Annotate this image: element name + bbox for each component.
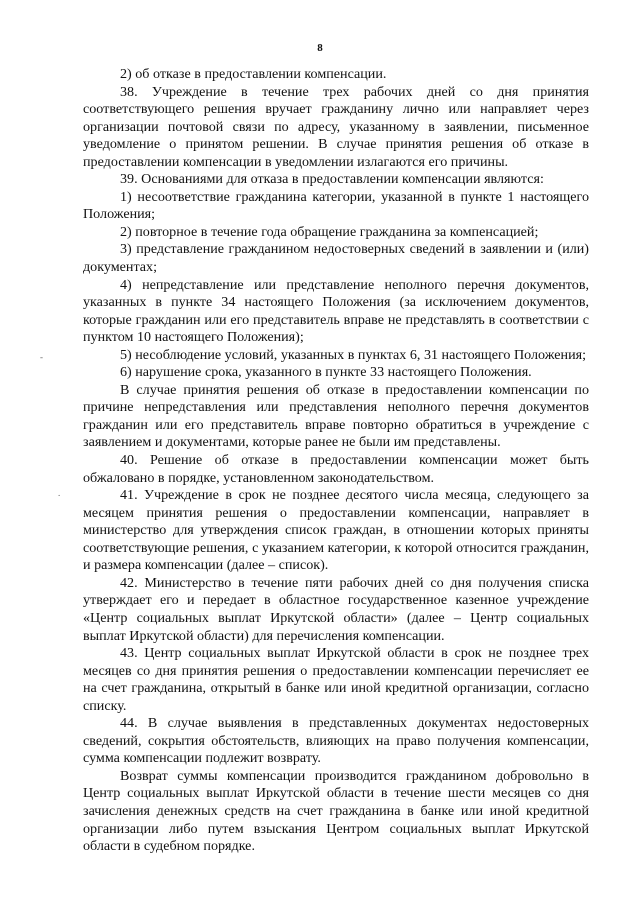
paragraph-43: 43. Центр социальных выплат Иркутской области в срок не позднее трех месяцев со дня принятия решения о предоставлении компенсации перечисляет ее на счет гражданина, открытый в банке или иной кредитной организации, согласно списку. <box>83 645 589 714</box>
paragraph-39: 39. Основаниями для отказа в предоставлении компенсации являются: <box>120 171 544 188</box>
scan-speck: . <box>58 488 61 498</box>
paragraph-38: 38. Учреждение в течение трех рабочих дней со дня принятия соответствующего решения вручает гражданину лично или направляет через организации почтовой связи по адресу, указанному в заявлении, письменное уведомление о принятом решении. В случае принятия решения об отказе в предоставлении компенсации в уведомлении излагаются его причины. <box>83 83 589 170</box>
paragraph-44-return: Возврат суммы компенсации производится гражданином добровольно в Центр социальных выплат Иркутской области в течение шести месяцев со дня зачисления денежных средств на счет гражданина в банке или иной кредитной организации либо путем взыскания Центром социальных выплат Иркутской области в судебном порядке. <box>83 767 589 855</box>
paragraph-39-item-5: 5) несоблюдение условий, указанных в пунктах 6, 31 настоящего Положения; <box>120 346 587 363</box>
paragraph-44: 44. В случае выявления в представленных документах недостоверных сведений, сокрытия обстоятельств, влияющих на право получения компенсации, сумма компенсации подлежит возврату. <box>83 715 589 767</box>
paragraph-item-2: 2) об отказе в предоставлении компенсации. <box>120 66 387 82</box>
scan-speck: - <box>40 352 43 362</box>
page-number: 8 <box>317 42 323 54</box>
paragraph-39-item-4: 4) непредставление или представление неполного перечня документов, указанных в пункте 34 настоящего Положения (за исключением документов, которые гражданин или его представитель вправе не представлять в соответствии с пунктом 10 настоящего Положения); <box>83 276 589 346</box>
paragraph-42: 42. Министерство в течение пяти рабочих дней со дня получения списка утверждает его и передает в областное государственное казенное учреждение «Центр социальных выплат Иркутской области» (далее – Центр социальных выплат Иркутской области) для перечисления компенсации. <box>83 574 589 644</box>
paragraph-41: 41. Учреждение в срок не позднее десятого числа месяца, следующего за месяцем принятия решения о предоставлении компенсации, направляет в министерство для утверждения список граждан, в отношении которых приняты соответствующие решения, с указанием категории, к которой относится гражданин, и размера компенсации (далее – список). <box>83 487 589 574</box>
paragraph-40: 40. Решение об отказе в предоставлении компенсации может быть обжаловано в порядке, установленном законодательством. <box>83 452 589 486</box>
paragraph-39-item-6: 6) нарушение срока, указанного в пункте 33 настоящего Положения. <box>120 364 532 381</box>
paragraph-39-item-3: 3) представление гражданином недостоверных сведений в заявлении и (или) документах; <box>83 241 589 276</box>
paragraph-39-note: В случае принятия решения об отказе в предоставлении компенсации по причине непредставления или представления неполного перечня документов гражданин или его представитель вправе повторно обратиться в учреждение с заявлением и документами, которые ранее не были им представлены. <box>83 381 589 451</box>
paragraph-39-item-2: 2) повторное в течение года обращение гражданина за компенсацией; <box>120 223 539 240</box>
document-body <box>83 66 589 856</box>
paragraph-39-item-1: 1) несоответствие гражданина категории, указанной в пункте 1 настоящего Положения; <box>83 188 589 223</box>
